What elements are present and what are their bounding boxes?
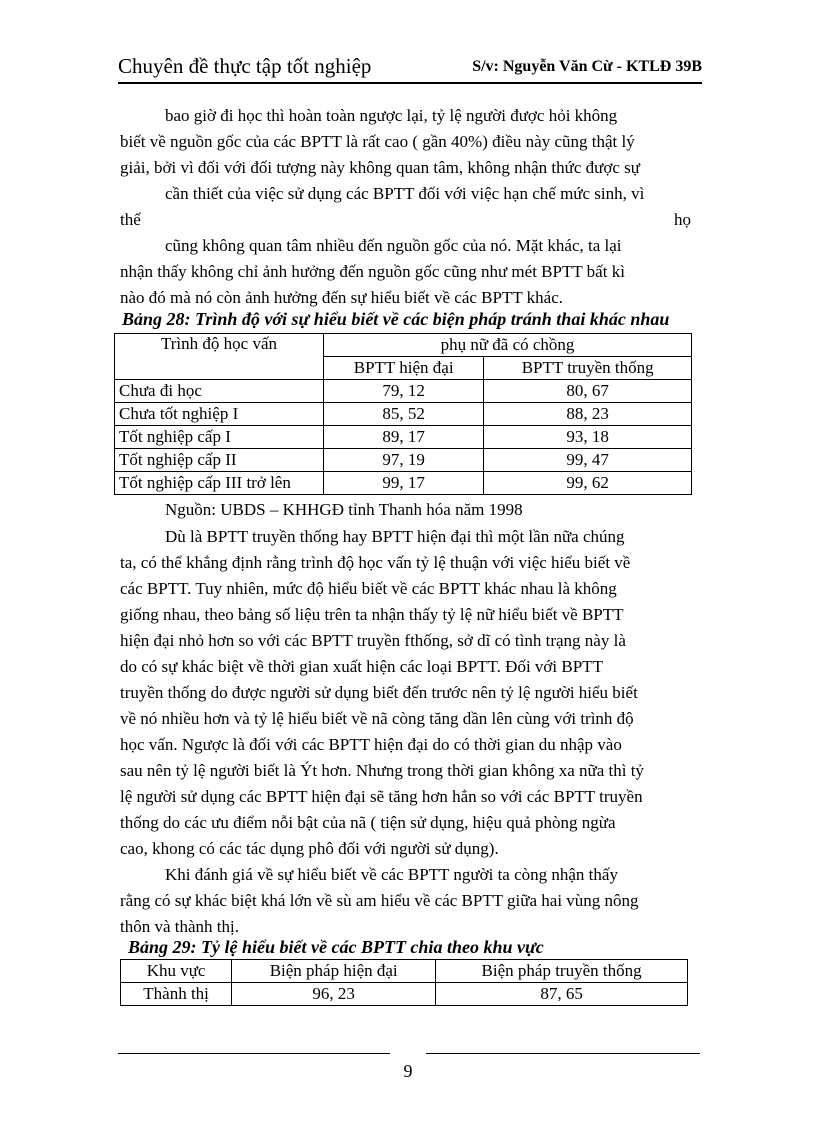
text-line: Khi đánh giá về sự hiểu biết về các BPTT người ta còng nhận thấy [165, 865, 618, 884]
table-29-header: Khu vực [121, 960, 232, 983]
table-cell: 99, 17 [324, 472, 484, 495]
text-line: họ [674, 210, 691, 229]
text-line: do có sự khác biệt về thời gian xuất hiện các loại BPTT. Đối với BPTT [120, 657, 603, 676]
table-cell: 99, 47 [484, 449, 692, 472]
table-28-header-level: Trình độ học vấn [115, 334, 324, 380]
text-line: cao, khong có các tác dụng phô đối với người sử dụng). [120, 839, 499, 858]
text-line: nhận thấy không chỉ ảnh hưởng đến nguồn gốc cũng như mét BPTT bất kì [120, 262, 625, 281]
table-cell: 79, 12 [324, 380, 484, 403]
table-cell: 80, 67 [484, 380, 692, 403]
header-title: Chuyên đề thực tập tốt nghiệp [118, 54, 372, 78]
table-cell: 99, 62 [484, 472, 692, 495]
text-line: rằng có sự khác biệt khá lớn về sù am hiểu về các BPTT giữa hai vùng nông [120, 891, 639, 910]
text-line: Dù là BPTT truyền thống hay BPTT hiện đại thì một lần nữa chúng [165, 527, 625, 546]
table-cell: 97, 19 [324, 449, 484, 472]
table-28-subheader: BPTT truyền thống [484, 357, 692, 380]
table-cell: Chưa tốt nghiệp I [115, 403, 324, 426]
table-cell: 96, 23 [232, 983, 436, 1006]
table-cell: 89, 17 [324, 426, 484, 449]
text-line: lệ người sử dụng các BPTT hiện đại sẽ tăng hơn hẳn so với các BPTT truyền [120, 787, 643, 806]
table-cell: 87, 65 [436, 983, 688, 1006]
text-line: hiện đại nhỏ hơn so với các BPTT truyền fthống, sở dĩ có tình trạng này là [120, 631, 626, 650]
text-line: sau nên tỷ lệ người biết là Ýt hơn. Nhưng trong thời gian không xa nữa thì tỷ [120, 761, 644, 780]
table-cell: Thành thị [121, 983, 232, 1006]
text-line: học vấn. Ngược là đối với các BPTT hiện đại do có thời gian du nhập vào [120, 735, 622, 754]
table-cell: Tốt nghiệp cấp III trở lên [115, 472, 324, 495]
table-row [115, 472, 692, 495]
text-line: bao giờ đi học thì hoàn toàn ngược lại, tỷ lệ người được hỏi không [165, 106, 618, 125]
footer-divider-right [426, 1053, 700, 1054]
text-line: cũng không quan tâm nhiều đến nguồn gốc của nó. Mặt khác, ta lại [165, 236, 622, 255]
table-row [115, 380, 692, 403]
table-29-caption: Bảng 29: Tỷ lệ hiểu biết về các BPTT chia theo khu vực [128, 937, 544, 957]
table-cell: Chưa đi học [115, 380, 324, 403]
text-line: giống nhau, theo bảng số liệu trên ta nhận thấy tỷ lệ nữ hiểu biết về BPTT [120, 605, 624, 624]
header-author: S/v: Nguyễn Văn Cừ - KTLĐ 39B [472, 58, 702, 75]
table-29-header: Biện pháp hiện đại [232, 960, 436, 983]
table-row [121, 983, 688, 1006]
table-cell: 85, 52 [324, 403, 484, 426]
text-line: về nó nhiều hơn và tỷ lệ hiểu biết về nã còng tăng dần lên cùng với trình độ [120, 709, 634, 728]
text-line: thế [120, 210, 141, 229]
text-line: truyền thống do được người sử dụng biết đến trước nên tỷ lệ người hiểu biết [120, 683, 638, 702]
table-28-header-group: phụ nữ đã có chồng [324, 334, 692, 357]
page-number: 9 [403, 1061, 413, 1081]
footer-divider-left [118, 1053, 390, 1054]
table-29-header: Biện pháp truyền thống [436, 960, 688, 983]
table-29 [120, 959, 688, 1006]
page-header [118, 52, 702, 84]
text-line: biết về nguồn gốc của các BPTT là rất cao ( gần 40%) điều này cũng thật lý [120, 132, 635, 151]
text-line: thôn và thành thị. [120, 917, 239, 936]
table-row [115, 403, 692, 426]
text-line: các BPTT. Tuy nhiên, mức độ hiểu biết về các BPTT khác nhau là không [120, 579, 617, 598]
table-row [115, 426, 692, 449]
text-line: giải, bởi vì đối với đối tượng này không quan tâm, không nhận thức được sự [120, 158, 640, 177]
table-cell: 88, 23 [484, 403, 692, 426]
text-line: nào đó mà nó còn ảnh hưởng đến sự hiểu biết về các BPTT khác. [120, 288, 564, 307]
table-28-source: Nguồn: UBDS – KHHGĐ tỉnh Thanh hóa năm 1998 [165, 500, 523, 519]
text-line: cần thiết của việc sử dụng các BPTT đối với việc hạn chế mức sinh, vì [165, 184, 645, 203]
table-28-caption: Bảng 28: Trình độ với sự hiểu biết về các biện pháp tránh thai khác nhau [122, 309, 670, 329]
table-cell: Tốt nghiệp cấp II [115, 449, 324, 472]
table-row [115, 449, 692, 472]
table-28 [114, 333, 692, 495]
table-cell: 93, 18 [484, 426, 692, 449]
text-line: ta, có thể khẳng định rằng trình độ học vấn tỷ lệ thuận với việc hiểu biết về [120, 553, 631, 572]
text-line: thống do các ưu điểm nỗi bật của nã ( tiện sử dụng, hiệu quả phòng ngừa [120, 813, 616, 832]
table-28-subheader: BPTT hiện đại [324, 357, 484, 380]
table-cell: Tốt nghiệp cấp I [115, 426, 324, 449]
